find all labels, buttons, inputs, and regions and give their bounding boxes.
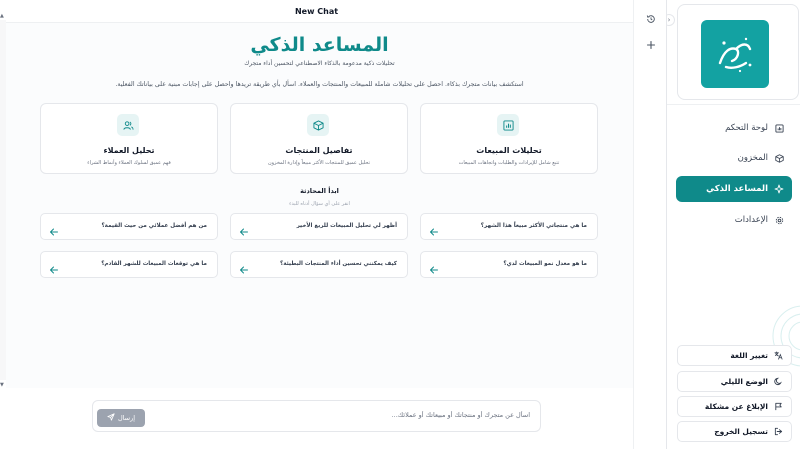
dark-mode-button[interactable] bbox=[677, 371, 792, 392]
suggested-question[interactable] bbox=[230, 251, 408, 278]
hero-title: المساعد الذكي bbox=[250, 34, 389, 56]
bar-chart-icon bbox=[497, 114, 519, 136]
box-icon bbox=[307, 114, 329, 136]
collapse-sidebar-chevron-icon[interactable]: › bbox=[666, 14, 675, 26]
logo-card bbox=[677, 4, 799, 100]
suggested-question-text: من هم أفضل عملائي من حيث القيمة؟ bbox=[101, 223, 207, 229]
feature-card-title: تحليل العملاء bbox=[103, 146, 155, 155]
logout-button[interactable] bbox=[677, 421, 792, 442]
chat-header bbox=[0, 0, 633, 22]
sidebar-item-label: لوحة التحكم bbox=[725, 123, 768, 133]
utility-label: تسجيل الخروج bbox=[714, 427, 768, 436]
scroll-down-arrow-icon[interactable]: ▼ bbox=[0, 382, 4, 388]
message-area bbox=[6, 22, 633, 388]
send-button[interactable] bbox=[97, 409, 145, 427]
send-button-label: إرسال bbox=[117, 414, 136, 422]
suggested-question[interactable] bbox=[420, 213, 598, 240]
arrow-left-icon bbox=[239, 260, 249, 270]
new-chat-plus-icon[interactable] bbox=[644, 38, 658, 52]
feature-card-title: تفاصيل المنتجات bbox=[285, 146, 353, 155]
sidebar-item-settings[interactable] bbox=[676, 207, 792, 233]
suggested-question-text: ما هي منتجاتي الأكثر مبيعاً هذا الشهر؟ bbox=[480, 223, 587, 229]
feature-card-desc: فهم عميق لسلوك العملاء وأنماط الشراء bbox=[87, 160, 171, 166]
feature-card-products bbox=[230, 103, 408, 174]
feature-card-title: تحليلات المبيعات bbox=[476, 146, 542, 155]
utility-label: الإبلاغ عن مشكلة bbox=[704, 402, 768, 411]
sparkle-icon bbox=[774, 184, 784, 194]
suggested-question-text: أظهر لي تحليل المبيعات للربع الأخير bbox=[296, 223, 397, 229]
brand-logo bbox=[701, 20, 769, 88]
sidebar-item-label: المخزون bbox=[737, 153, 768, 163]
feature-card-desc: تحليل عميق للمنتجات الأكثر مبيعاً وإدارة المخزون bbox=[267, 160, 371, 166]
box-icon bbox=[774, 153, 784, 163]
suggested-question[interactable] bbox=[40, 213, 218, 240]
flag-icon bbox=[774, 402, 783, 411]
translate-icon bbox=[774, 351, 783, 360]
chat-actions-rail bbox=[633, 0, 666, 449]
change-language-button[interactable] bbox=[677, 345, 792, 366]
hero-description: استكشف بيانات متجرك بذكاء. احصل على تحليلات شاملة للمبيعات والمنتجات والعملاء. اسأل بأي طريقة تريدها واحصل على إجابات مبنية على بياناتك الفعلية. bbox=[115, 81, 524, 88]
arrow-left-icon bbox=[239, 222, 249, 232]
report-problem-button[interactable] bbox=[677, 396, 792, 417]
chat-input-bar bbox=[92, 400, 541, 432]
suggested-question-text: ما هي توقعات المبيعات للشهر القادم؟ bbox=[101, 261, 207, 267]
feature-card-sales bbox=[420, 103, 598, 174]
suggested-question[interactable] bbox=[420, 251, 598, 278]
arrow-left-icon bbox=[49, 222, 59, 232]
arrow-left-icon bbox=[49, 260, 59, 270]
utility-label: الوضع الليلي bbox=[720, 377, 768, 386]
users-icon bbox=[117, 114, 139, 136]
sidebar-item-ai-assistant[interactable] bbox=[676, 176, 792, 202]
suggested-question-text: كيف يمكنني تحسين أداء المنتجات البطيئة؟ bbox=[279, 261, 397, 267]
suggested-question-text: ما هو معدل نمو المبيعات لدي؟ bbox=[503, 261, 587, 267]
utility-label: تغيير اللغة bbox=[730, 351, 768, 360]
start-chat-subtitle: انقر على أي سؤال أدناه للبدء bbox=[289, 201, 350, 207]
chat-input[interactable] bbox=[200, 411, 530, 419]
history-icon[interactable] bbox=[644, 12, 658, 26]
sidebar-item-dashboard[interactable] bbox=[676, 115, 792, 141]
send-icon bbox=[107, 413, 115, 423]
sidebar-item-label: المساعد الذكي bbox=[706, 184, 768, 194]
suggested-question[interactable] bbox=[230, 213, 408, 240]
gear-icon bbox=[774, 215, 784, 225]
chat-title: New Chat bbox=[294, 6, 339, 16]
arrow-left-icon bbox=[429, 222, 439, 232]
sidebar-item-label: الإعدادات bbox=[734, 215, 768, 225]
feature-card-desc: تتبع شامل للإيرادات والطلبات واتجاهات المبيعات bbox=[458, 160, 560, 166]
sidebar bbox=[666, 0, 800, 449]
feature-card-customers bbox=[40, 103, 218, 174]
suggested-question[interactable] bbox=[40, 251, 218, 278]
start-chat-title: ابدأ المحادثة bbox=[300, 187, 339, 195]
hero-subtitle: تحليلات ذكية مدعومة بالذكاء الاصطناعي لتحسين أداء متجرك bbox=[244, 60, 395, 67]
moon-icon bbox=[774, 377, 783, 386]
dashboard-icon bbox=[774, 123, 784, 133]
divider bbox=[667, 104, 800, 105]
arrow-left-icon bbox=[429, 260, 439, 270]
sidebar-item-inventory[interactable] bbox=[676, 145, 792, 171]
scroll-up-arrow-icon[interactable]: ▲ bbox=[0, 13, 4, 19]
logout-icon bbox=[774, 427, 783, 436]
